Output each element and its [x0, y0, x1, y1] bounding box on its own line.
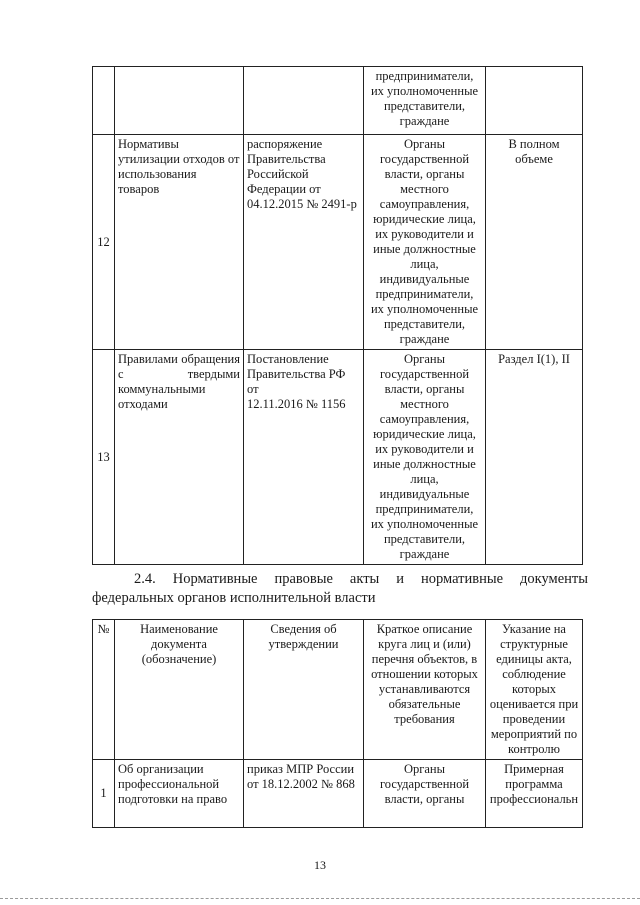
- subjects-line: юридические лица,: [373, 427, 476, 441]
- approval-line: Правительства РФ от: [247, 367, 346, 396]
- subjects-line: их уполномоченные: [370, 517, 479, 531]
- scope-cell: [486, 350, 583, 565]
- approval-line: распоряжение: [247, 137, 323, 151]
- column-header-number: [93, 620, 115, 760]
- subjects-line: иные должностные: [373, 242, 476, 256]
- scope-line: профессиональн: [489, 792, 579, 806]
- row-number: 12: [97, 234, 110, 249]
- document-name-line: профессиональной: [118, 777, 220, 791]
- subjects-line: местного: [400, 397, 449, 411]
- subjects-line: представители,: [383, 532, 466, 546]
- table-row: [93, 760, 583, 828]
- document-name-line: утилизации отходов от: [118, 152, 240, 166]
- requirements-table-continued: [92, 66, 583, 565]
- subjects-line: их уполномоченные: [370, 84, 479, 98]
- scope-cell: [486, 760, 583, 828]
- table-row: [93, 135, 583, 350]
- subjects-line: граждане: [399, 547, 450, 561]
- subjects-line: власти, органы: [384, 792, 465, 806]
- row-number-cell: [93, 67, 115, 135]
- table-header-row: [93, 620, 583, 760]
- subjects-line: Органы: [403, 137, 446, 151]
- approval-cell: [244, 760, 364, 828]
- approval-line: от 18.12.2002 № 868: [247, 777, 355, 791]
- document-name-line: Нормативы: [118, 137, 179, 151]
- subjects-line: Органы: [403, 762, 446, 776]
- subjects-line: индивидуальные: [379, 487, 470, 501]
- scope-cell: [486, 67, 583, 135]
- row-number-cell: [93, 760, 115, 828]
- scope-line: Примерная: [504, 762, 564, 776]
- approval-line: Российской: [247, 167, 309, 181]
- row-number-cell: [93, 135, 115, 350]
- subjects-line: власти, органы: [384, 382, 465, 396]
- subjects-line: предприниматели,: [375, 287, 474, 301]
- subjects-cell: [364, 350, 486, 565]
- subjects-line: граждане: [399, 332, 450, 346]
- approval-line: Правительства: [247, 152, 326, 166]
- approval-line: Федерации от: [247, 182, 321, 196]
- document-name-line: с твердыми: [118, 367, 240, 381]
- subjects-line: самоуправления,: [379, 197, 470, 211]
- subjects-line: их руководители и: [375, 442, 474, 456]
- subjects-line: их руководители и: [375, 227, 474, 241]
- subjects-cell: [364, 760, 486, 828]
- approval-line: 12.11.2016 № 1156: [247, 397, 346, 411]
- scope-text: Раздел I(1), II: [498, 352, 570, 366]
- subjects-line: юридические лица,: [373, 212, 476, 226]
- subjects-line: лица,: [410, 257, 439, 271]
- document-name-cell: [115, 135, 244, 350]
- subjects-line: иные должностные: [373, 457, 476, 471]
- row-number: 1: [100, 786, 107, 800]
- document-name-cell: [115, 760, 244, 828]
- scope-cell: [486, 135, 583, 350]
- header-text: Наименование документа (обозначение): [140, 622, 218, 666]
- header-text: Краткое описание круга лиц и (или) перечня объектов, в отношении которых устанавливаются обязательные требования: [371, 622, 478, 726]
- subjects-line: самоуправления,: [379, 412, 470, 426]
- section-heading: [92, 570, 588, 608]
- header-text: №: [97, 622, 110, 636]
- subjects-cell: [364, 67, 486, 135]
- subjects-line: предприниматели,: [375, 502, 474, 516]
- subjects-line: граждане: [399, 114, 450, 128]
- subjects-line: власти, органы: [384, 167, 465, 181]
- document-name-line: использования: [118, 167, 197, 181]
- column-header-subjects: [364, 620, 486, 760]
- subjects-line: предприниматели,: [375, 69, 474, 83]
- row-number-cell: [93, 350, 115, 565]
- approval-line: 04.12.2015 № 2491-р: [247, 197, 357, 211]
- subjects-line: государственной: [379, 152, 470, 166]
- scan-edge-divider: [0, 898, 640, 899]
- table-row: [93, 350, 583, 565]
- approval-cell: [244, 135, 364, 350]
- subjects-line: лица,: [410, 472, 439, 486]
- subjects-line: местного: [400, 182, 449, 196]
- header-text: Сведения об утверждении: [268, 622, 339, 651]
- federal-acts-table: [92, 619, 583, 828]
- document-name-line: отходами: [118, 397, 168, 411]
- column-header-approval: [244, 620, 364, 760]
- subjects-line: представители,: [383, 317, 466, 331]
- approval-line: приказ МПР России: [247, 762, 355, 776]
- section-heading-line: 2.4. Нормативные правовые акты и нормативные документы: [134, 571, 588, 587]
- section-heading-line: федеральных органов исполнительной власти: [92, 590, 376, 606]
- document-name-line: подготовки на право: [118, 792, 228, 806]
- document-name-cell: [115, 67, 244, 135]
- scope-text: В полном объеме: [508, 137, 560, 166]
- approval-line: Постановление: [247, 352, 329, 366]
- subjects-cell: [364, 135, 486, 350]
- document-name-line: товаров: [118, 182, 160, 196]
- approval-cell: [244, 350, 364, 565]
- subjects-line: представители,: [383, 99, 466, 113]
- header-text: Указание на структурные единицы акта, соблюдение которых оценивается при проведении мероприятий по контролю: [489, 622, 579, 756]
- scope-line: программа: [505, 777, 563, 791]
- subjects-line: Органы: [403, 352, 446, 366]
- subjects-line: государственной: [379, 367, 470, 381]
- subjects-line: их уполномоченные: [370, 302, 479, 316]
- subjects-line: государственной: [379, 777, 470, 791]
- document-name-line: Об организации: [118, 762, 204, 776]
- document-name-line: коммунальными: [118, 382, 206, 396]
- subjects-line: индивидуальные: [379, 272, 470, 286]
- column-header-scope: [486, 620, 583, 760]
- document-name-line: Правилами обращения: [118, 352, 240, 366]
- row-number: 13: [97, 449, 110, 464]
- approval-cell: [244, 67, 364, 135]
- document-name-cell: [115, 350, 244, 565]
- table-row: [93, 67, 583, 135]
- page-number: 13: [314, 858, 326, 872]
- column-header-name: [115, 620, 244, 760]
